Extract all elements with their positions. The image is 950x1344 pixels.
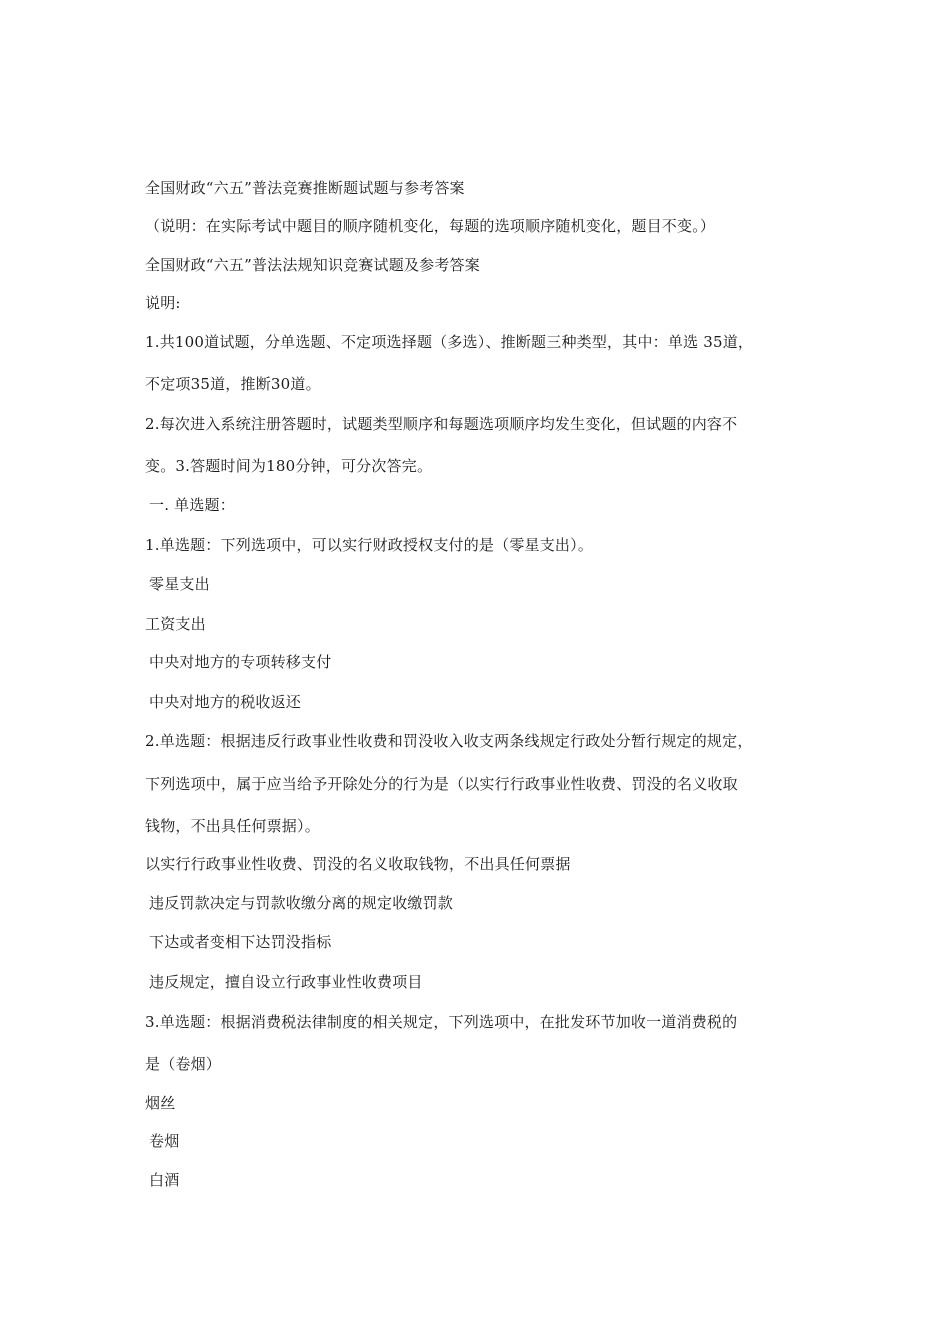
question-2-option-a: 以实行行政事业性收费、罚没的名义收取钱物，不出具任何票据: [145, 855, 571, 873]
question-3-option-a: 烟丝: [145, 1094, 176, 1112]
instruction-2-line-2: 变。3.答题时间为180分钟，可分次答完。: [145, 457, 433, 475]
question-1-option-c: 中央对地方的专项转移支付: [149, 653, 332, 671]
question-2-line-2: 下列选项中，属于应当给予开除处分的行为是（以实行行政事业性收费、罚没的名义收取: [145, 775, 738, 793]
doc-title: 全国财政“六五”普法竞赛推断题试题与参考答案: [145, 179, 465, 197]
question-2-option-b: 违反罚款决定与罚款收缴分离的规定收缴罚款: [149, 894, 454, 912]
doc-subtitle: 全国财政“六五”普法法规知识竞赛试题及参考答案: [145, 256, 480, 274]
question-3-line-2: 是（卷烟）: [145, 1055, 222, 1073]
question-2-option-c: 下达或者变相下达罚没指标: [149, 933, 332, 951]
question-1-option-a: 零星支出: [149, 575, 210, 593]
question-3-option-c: 白酒: [149, 1171, 180, 1189]
instruction-2-line-1: 2.每次进入系统注册答题时，试题类型顺序和每题选项顺序均发生变化，但试题的内容不: [145, 415, 738, 433]
question-1-option-d: 中央对地方的税收返还: [149, 693, 302, 711]
instructions-heading: 说明:: [145, 294, 181, 312]
question-2-line-1: 2.单选题：根据违反行政事业性收费和罚没收入收支两条线规定行政处分暂行规定的规定，: [145, 732, 753, 750]
question-1: 1.单选题：下列选项中，可以实行财政授权支付的是（零星支出）。: [145, 536, 594, 554]
instruction-1-line-1: 1.共100道试题，分单选题、不定项选择题（多选）、推断题三种类型，其中：单选 35道，: [145, 333, 754, 351]
question-1-option-b: 工资支出: [145, 615, 206, 633]
question-2-line-3: 钱物，不出具任何票据）。: [145, 817, 320, 835]
question-3-line-1: 3.单选题：根据消费税法律制度的相关规定，下列选项中，在批发环节加收一道消费税的: [145, 1013, 738, 1031]
question-3-option-b: 卷烟: [149, 1132, 180, 1150]
instruction-1-line-2: 不定项35道，推断30道。: [145, 375, 321, 393]
doc-note: （说明：在实际考试中题目的顺序随机变化，每题的选项顺序随机变化，题目不变。）: [145, 217, 716, 235]
question-2-option-d: 违反规定，擅自设立行政事业性收费项目: [149, 973, 423, 991]
section-heading-single-choice: 一. 单选题：: [149, 496, 235, 514]
